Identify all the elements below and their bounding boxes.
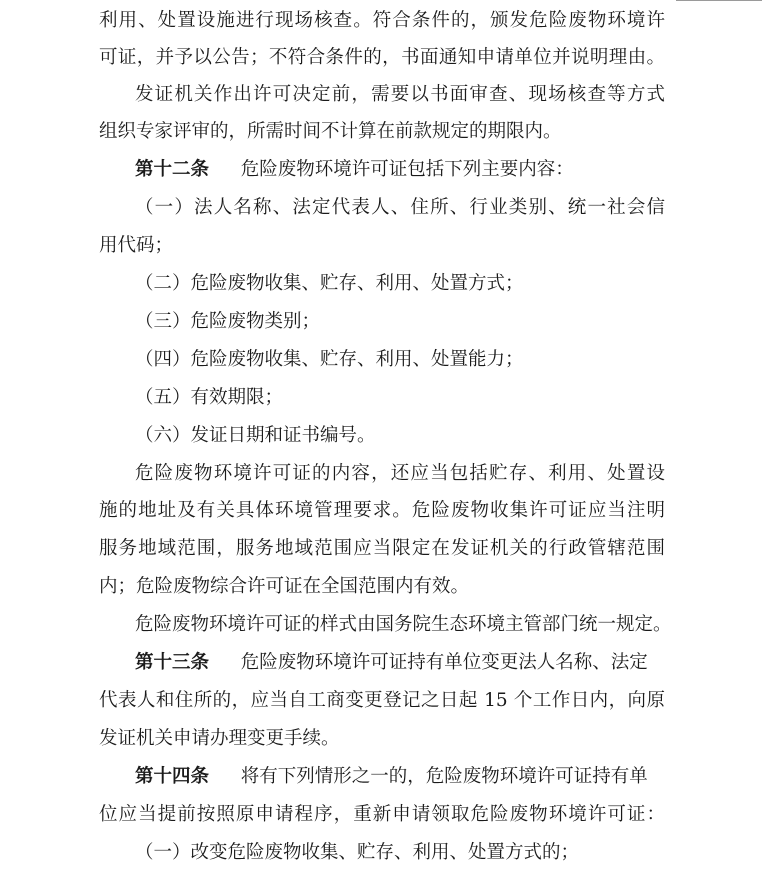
paragraph-line [135,76,665,114]
line-text: 发证机关作出许可决定前，需要以书面审查、现场核查等方式 [135,84,665,105]
list-line [135,189,665,227]
line-text: （五）有效期限； [135,387,284,408]
list-line [135,379,665,417]
paragraph-line [99,530,665,568]
paragraph-line [99,720,665,758]
list-line [135,265,665,303]
line-text: 施的地址及有关具体环境管理要求。危险废物收集许可证应当注明 [99,500,665,521]
line-text: 内；危险废物综合许可证在全国范围内有效。 [99,576,470,597]
paragraph-line [99,568,665,606]
line-text: （一）改变危险废物收集、贮存、利用、处置方式的； [135,842,580,863]
line-text: （一）法人名称、法定代表人、住所、行业类别、统一社会信 [135,197,665,218]
line-text: （六）发证日期和证书编号。 [135,425,376,446]
article-number: 第十三条 [135,652,210,673]
line-text: 服务地域范围，服务地域范围应当限定在发证机关的行政管辖范围 [99,538,665,559]
line-text: 位应当提前按照原申请程序，重新申请领取危险废物环境许可证： [99,804,665,825]
article-heading-line [135,758,665,796]
article-heading-line [135,644,665,682]
top-divider [676,0,762,1]
paragraph-line [99,2,665,40]
line-text: （四）危险废物收集、贮存、利用、处置能力； [135,349,524,370]
list-line [135,417,665,455]
line-text: 可证，并予以公告；不符合条件的，书面通知申请单位并说明理由。 [99,47,665,68]
article-heading-line [135,151,665,189]
line-text: 将有下列情形之一的，危险废物环境许可证持有单 [240,766,648,787]
line-text: （三）危险废物类别； [135,311,321,332]
line-text: 组织专家评审的，所需时间不计算在前款规定的期限内。 [99,121,562,142]
paragraph-line [99,113,665,151]
line-text: 危险废物环境许可证的内容，还应当包括贮存、利用、处置设 [135,463,665,484]
line-text: 用代码； [99,235,174,256]
list-line [135,303,665,341]
list-line [135,341,665,379]
article-number: 第十四条 [135,766,210,787]
paragraph-line [135,606,672,644]
list-line [135,834,665,872]
line-text: 代表人和住所的，应当自工商变更登记之日起 15 个工作日内，向原 [99,690,665,711]
paragraph-line [99,796,665,834]
paragraph-line [135,455,665,493]
paragraph-line [99,682,665,720]
paragraph-line [99,492,665,530]
line-text: （二）危险废物收集、贮存、利用、处置方式； [135,273,524,294]
article-number: 第十二条 [135,159,210,180]
paragraph-line [99,39,665,77]
line-text: 危险废物环境许可证持有单位变更法人名称、法定 [240,652,648,673]
list-line [99,227,665,265]
line-text: 利用、处置设施进行现场核查。符合条件的，颁发危险废物环境许 [99,10,665,31]
line-text: 危险废物环境许可证包括下列主要内容： [240,159,574,180]
line-text: 发证机关申请办理变更手续。 [99,728,340,749]
line-text: 危险废物环境许可证的样式由国务院生态环境主管部门统一规定。 [135,614,672,635]
